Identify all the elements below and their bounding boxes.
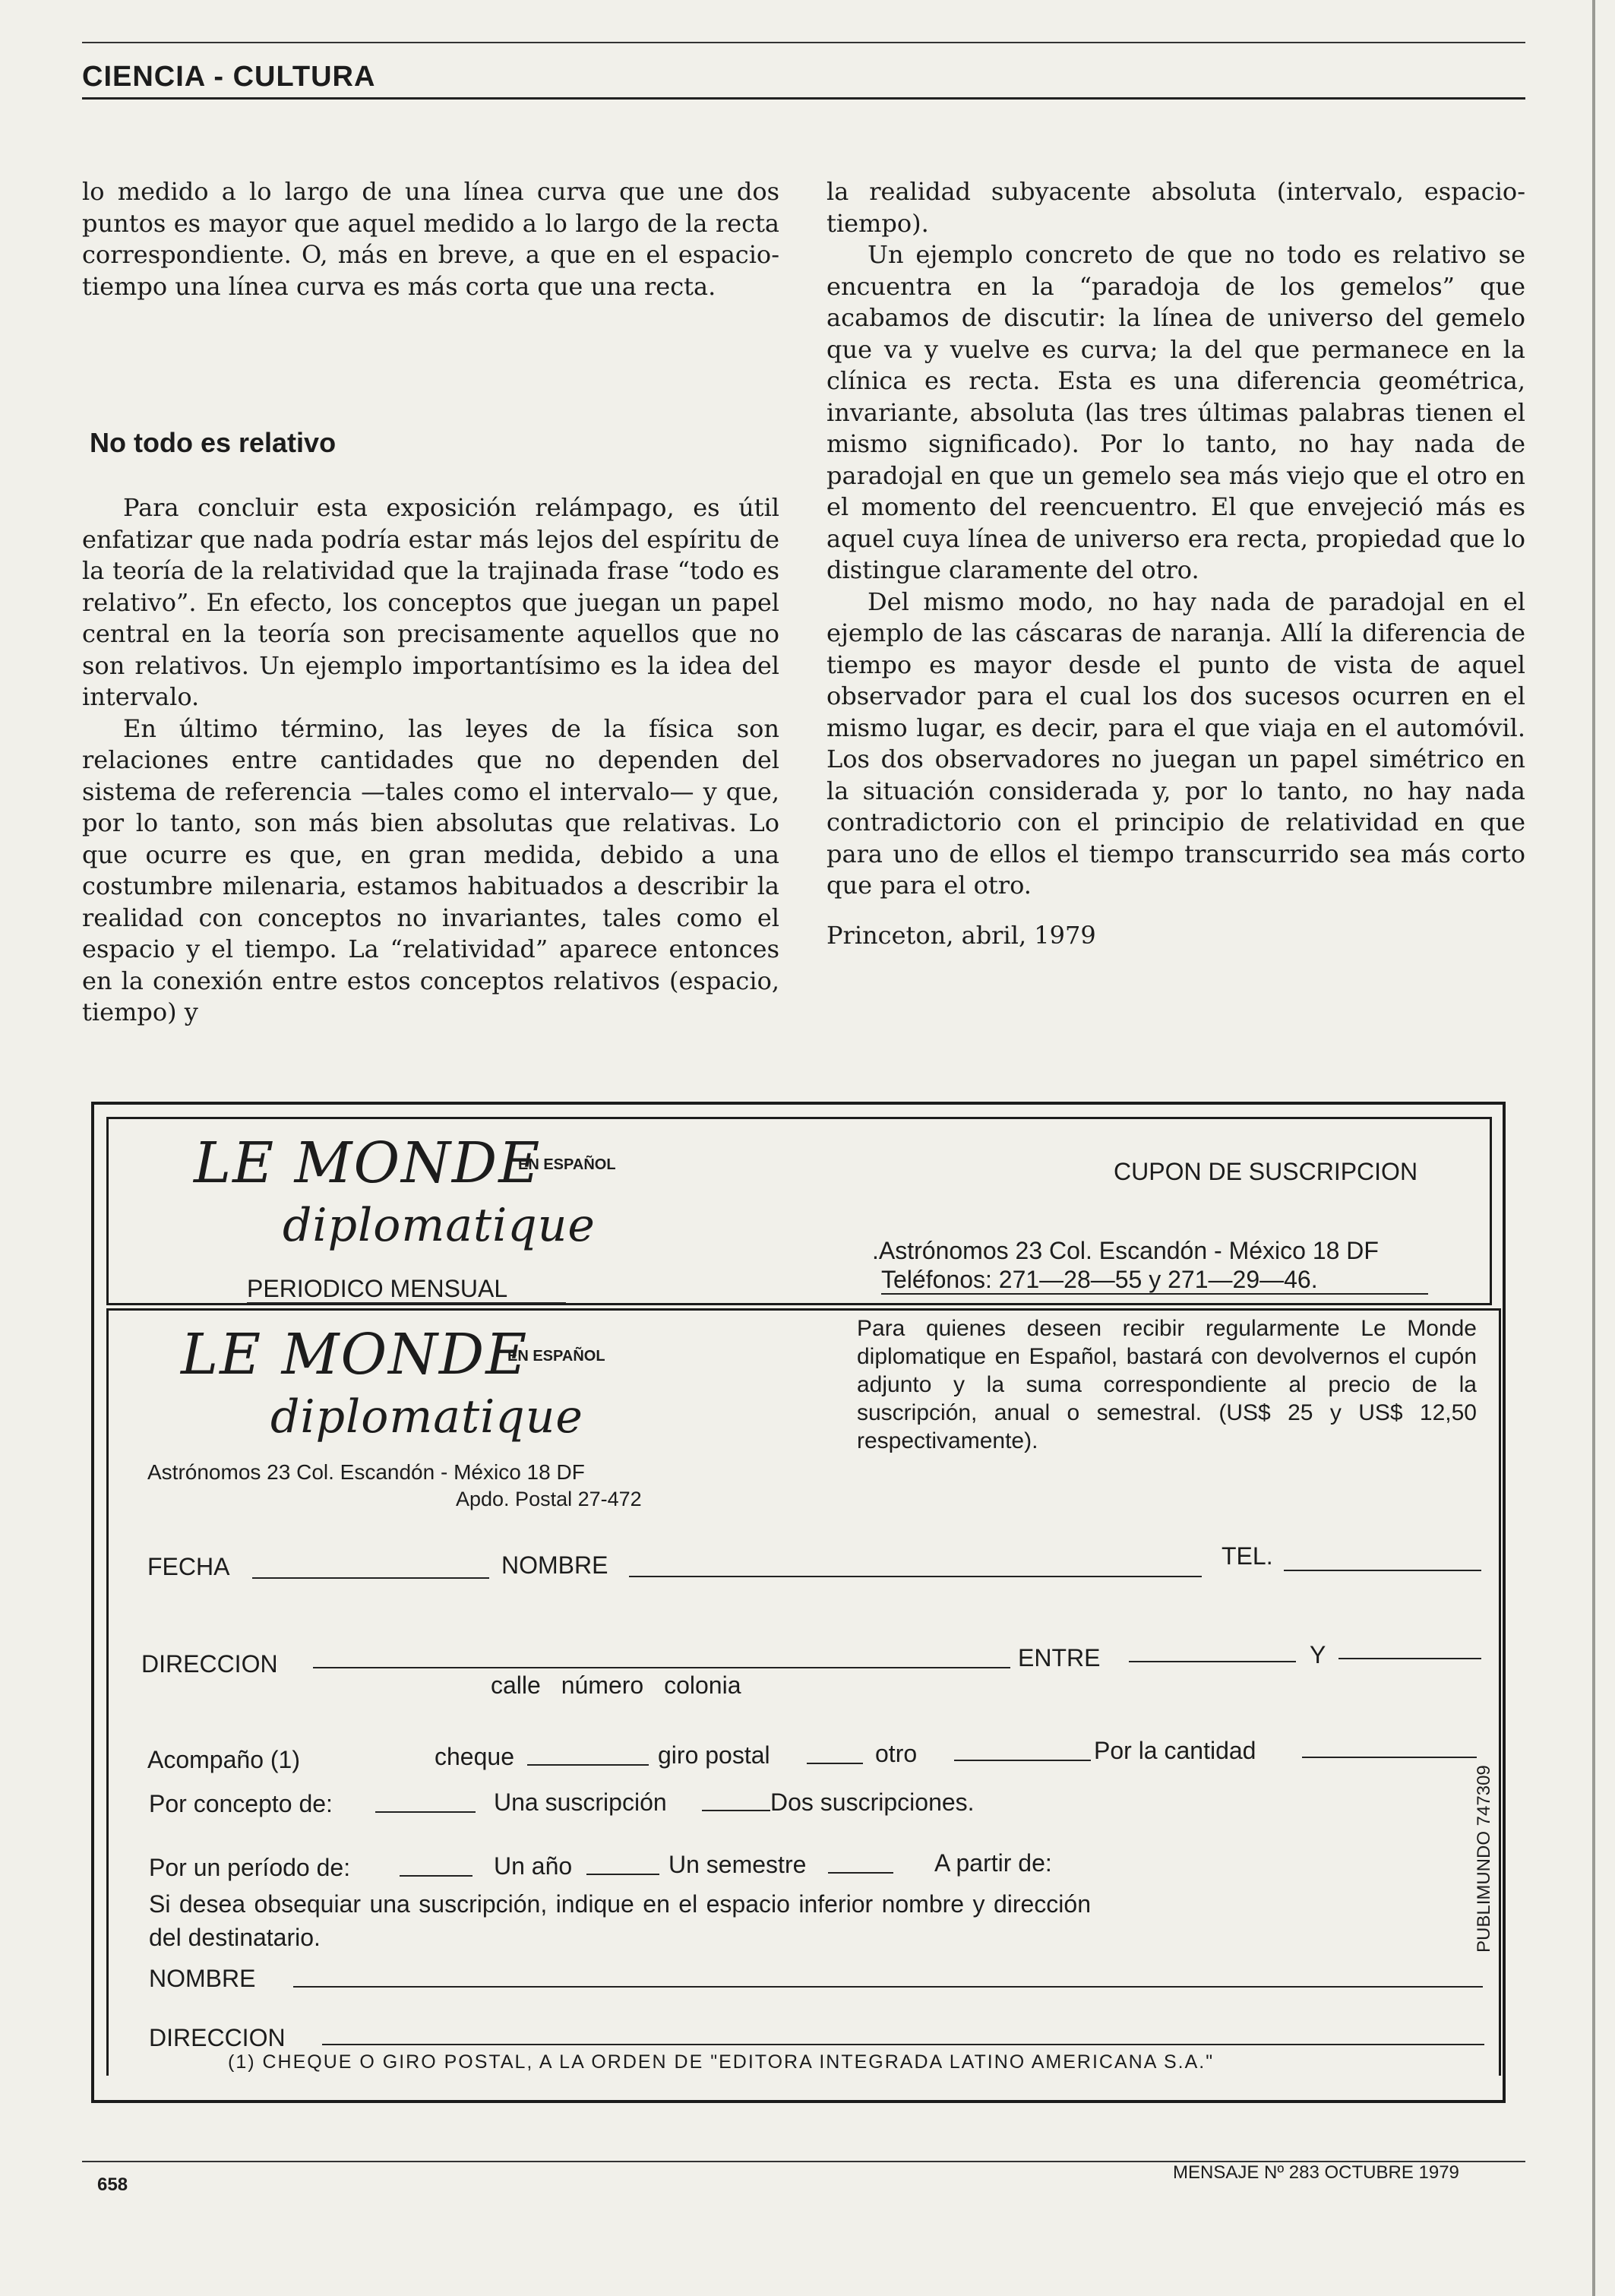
otro-field[interactable]: [954, 1760, 1091, 1761]
brand-tag-inner: EN ESPAÑOL: [507, 1348, 605, 1365]
acompano-label: Acompaño (1): [147, 1746, 300, 1773]
anio-label: Un año: [494, 1852, 573, 1880]
fecha-label: FECHA: [147, 1553, 230, 1580]
giro-field[interactable]: [807, 1763, 863, 1764]
top-rule: [82, 42, 1525, 43]
nombre2-field[interactable]: [293, 1986, 1483, 1988]
brand-logo-title: LE MONDE: [194, 1131, 542, 1196]
paragraph: En último término, las leyes de la física son relaciones entre cantidades que no dependen del sistema de referencia —tales como el intervalo— y que, por lo tanto, son más bien absolutas que relativas. Lo que ocurre es que, en gran medida, debido a una costumbre milenaria, estamos habituados a describir la realidad con conceptos no invariantes, tales como el espacio y el tiempo. La “relatividad” aparece entonces en la conexión entre estos conceptos relativos (espacio, tiempo) y: [82, 713, 779, 1026]
direccion-field[interactable]: [313, 1667, 1010, 1668]
cantidad-field[interactable]: [1302, 1757, 1477, 1758]
tel-label: TEL.: [1222, 1542, 1273, 1570]
brand-logo-subtitle-inner: diplomatique: [270, 1390, 583, 1444]
underline: [247, 1302, 566, 1304]
periodico-label: PERIODICO MENSUAL: [247, 1275, 508, 1302]
semestre-field[interactable]: [828, 1872, 893, 1874]
brand-logo-title-inner: LE MONDE: [181, 1322, 529, 1387]
partir-label: A partir de:: [934, 1849, 1052, 1877]
anio-field[interactable]: [586, 1874, 659, 1875]
section-header: CIENCIA - CULTURA: [82, 61, 376, 93]
direccion-hint: calle número colonia: [491, 1671, 741, 1699]
entre-label: ENTRE: [1018, 1644, 1101, 1671]
paragraph: lo medido a lo largo de una línea curva que une dos puntos es mayor que aquel medido a lo largo de la recta correspondiente. O, más en breve, a que en el espacio-tiempo una línea curva es más corta que una recta.: [82, 177, 779, 301]
periodo-label: Por un período de:: [149, 1854, 351, 1881]
header-rule: [82, 97, 1525, 100]
paragraph: Para concluir esta exposición relámpago, es útil enfatizar que nada podría estar más lejos del espíritu de la teoría de la relatividad que la trajinada frase “todo es relativo”. En efecto, los conceptos que juegan un papel central en la teoría son precisamente aquellos que no son relativos. Un ejemplo importantísimo es la idea del intervalo.: [82, 493, 779, 711]
tel-field[interactable]: [1284, 1570, 1481, 1571]
otro-label: otro: [875, 1740, 918, 1767]
giro-label: giro postal: [658, 1741, 770, 1769]
una-suscripcion-label: Una suscripción: [494, 1788, 667, 1816]
postal-box: Apdo. Postal 27-472: [456, 1488, 642, 1510]
address-inner: Astrónomos 23 Col. Escandón - México 18 DF: [147, 1460, 585, 1484]
column-left-top: [82, 176, 779, 302]
y-field[interactable]: [1338, 1658, 1481, 1659]
phones: Teléfonos: 271—28—55 y 271—29—46.: [881, 1266, 1318, 1293]
cheque-label: cheque: [435, 1743, 514, 1770]
cheque-field[interactable]: [527, 1764, 649, 1766]
page-edge: [1592, 0, 1595, 2296]
una-suscripcion-field[interactable]: [702, 1810, 770, 1811]
concepto-label: Por concepto de:: [149, 1790, 333, 1817]
brand-tag: EN ESPAÑOL: [518, 1156, 616, 1173]
direccion2-field[interactable]: [322, 2044, 1484, 2045]
column-right: [826, 176, 1525, 951]
address-top: .Astrónomos 23 Col. Escandón - México 18 DF: [872, 1237, 1379, 1264]
nombre2-label: NOMBRE: [149, 1965, 256, 1992]
nombre-label: NOMBRE: [501, 1551, 608, 1579]
coupon-title: CUPON DE SUSCRIPCION: [1114, 1158, 1418, 1185]
issue-info: MENSAJE Nº 283 OCTUBRE 1979: [1173, 2162, 1459, 2183]
paragraph: Del mismo modo, no hay nada de paradojal en el ejemplo de las cáscaras de naranja. Allí la diferencia de tiempo es mayor desde el punto de vista de aquel observador para el cual los dos sucesos ocurren en el mismo lugar, es decir, para el que viaja en el automóvil. Los dos observadores no juegan un papel simétrico en la situación considerada y, por lo tanto, no hay nada contradictorio con el principio de relatividad en que para uno de ellos el tiempo transcurrido sea más corto que para el otro.: [826, 587, 1525, 900]
semestre-label: Un semestre: [668, 1851, 807, 1878]
dos-suscripciones-label: Dos suscripciones.: [770, 1788, 975, 1816]
page-number: 658: [97, 2174, 128, 2195]
nombre-field[interactable]: [629, 1576, 1202, 1577]
section-heading: No todo es relativo: [90, 427, 337, 458]
y-label: Y: [1310, 1641, 1326, 1668]
direccion2-label: DIRECCION: [149, 2024, 286, 2051]
direccion-label: DIRECCION: [141, 1650, 278, 1678]
cantidad-label: Por la cantidad: [1094, 1737, 1256, 1764]
paragraph: Un ejemplo concreto de que no todo es relativo se encuentra en la “paradoja de los gemelos” que acabamos de discutir: la línea de universo del gemelo que va y vuelve es curva; la del que permanece en la clínica es recta. Esta es una diferencia geométrica, invariante, absoluta (las tres últimas palabras tienen el mismo significado). Por lo tanto, no hay nada de paradojal en que un gemelo sea más viejo que el otro en el momento del reencuentro. El que envejeció más es aquel cuya línea de universo era recta, propiedad que lo distingue claramente del otro.: [826, 240, 1525, 584]
obsequio-text: Si desea obsequiar una suscripción, indique en el espacio inferior nombre y dirección del destinatario.: [149, 1890, 1091, 1951]
agency-code: PUBLIMUNDO 747309: [1474, 1765, 1494, 1953]
column-left-body: [82, 492, 779, 1029]
entre-field[interactable]: [1129, 1661, 1296, 1662]
coupon-info: Para quienes deseen recibir regularmente Le Monde diplomatique en Español, bastará con devolvernos el cupón adjunto y la suma correspondiente al precio de la suscripción, anual o semestral. (US$ 25 y US$ 12,50 respectivamente).: [857, 1316, 1477, 1453]
brand-logo-subtitle: diplomatique: [283, 1199, 596, 1252]
fecha-field[interactable]: [252, 1577, 489, 1579]
footnote: (1) CHEQUE O GIRO POSTAL, A LA ORDEN DE "EDITORA INTEGRADA LATINO AMERICANA S.A.": [228, 2051, 1215, 2073]
paragraph: la realidad subyacente absoluta (intervalo, espacio-tiempo).: [826, 177, 1525, 238]
periodo-field[interactable]: [400, 1875, 472, 1877]
concepto-field[interactable]: [375, 1811, 476, 1813]
signoff: Princeton, abril, 1979: [826, 920, 1096, 950]
underline: [881, 1293, 1428, 1295]
